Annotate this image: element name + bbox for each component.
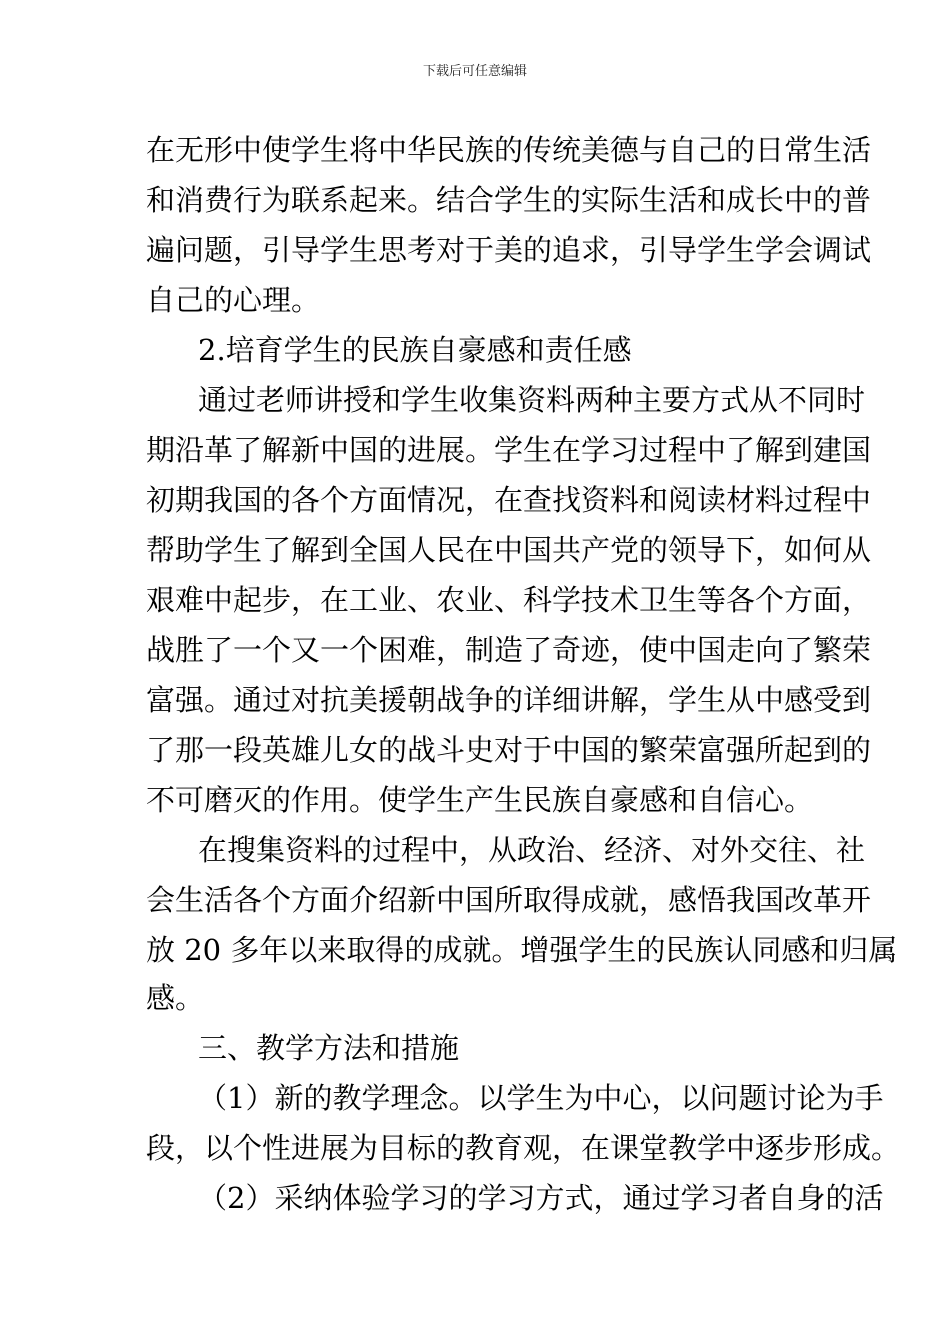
section-subheading: 2.培育学生的民族自豪感和责任感	[198, 333, 632, 367]
body-text-line: 在搜集资料的过程中，从政治、经济、对外交往、社	[198, 833, 866, 867]
body-text-line: 在无形中使学生将中华民族的传统美德与自己的日常生活	[146, 133, 872, 167]
body-text-line: 会生活各个方面介绍新中国所取得成就，感悟我国改革开	[146, 883, 872, 917]
body-text-line: 初期我国的各个方面情况，在查找资料和阅读材料过程中	[146, 483, 872, 517]
body-text-line: 遍问题，引导学生思考对于美的追求，引导学生学会调试	[146, 233, 872, 267]
body-text-line: 帮助学生了解到全国人民在中国共产党的领导下，如何从	[146, 533, 872, 567]
body-text-line: 段，以个性进展为目标的教育观，在课堂教学中逐步形成。	[146, 1131, 901, 1165]
body-text-line: 和消费行为联系起来。结合学生的实际生活和成长中的普	[146, 183, 872, 217]
body-text-line: 感。	[146, 981, 205, 1015]
body-text-line: 富强。通过对抗美援朝战争的详细讲解，学生从中感受到	[146, 683, 872, 717]
body-text-line: （2）采纳体验学习的学习方式，通过学习者自身的活	[198, 1181, 884, 1215]
body-text-line: （1）新的教学理念。以学生为中心，以问题讨论为手	[198, 1081, 884, 1115]
body-text-line: 期沿革了解新中国的进展。学生在学习过程中了解到建国	[146, 433, 872, 467]
body-text-line: 不可磨灭的作用。使学生产生民族自豪感和自信心。	[146, 783, 814, 817]
body-text-line: 放 20 多年以来取得的成就。增强学生的民族认同感和归属	[146, 933, 898, 967]
body-text-line: 艰难中起步，在工业、农业、科学技术卫生等各个方面，	[146, 583, 872, 617]
page-header: 下载后可任意编辑	[422, 64, 527, 79]
body-text-line: 自己的心理。	[146, 283, 321, 317]
body-text-line: 战胜了一个又一个困难，制造了奇迹，使中国走向了繁荣	[146, 633, 872, 667]
section-heading: 三、教学方法和措施	[198, 1031, 460, 1065]
body-text-line: 通过老师讲授和学生收集资料两种主要方式从不同时	[198, 383, 866, 417]
body-text-line: 了那一段英雄儿女的战斗史对于中国的繁荣富强所起到的	[146, 733, 872, 767]
